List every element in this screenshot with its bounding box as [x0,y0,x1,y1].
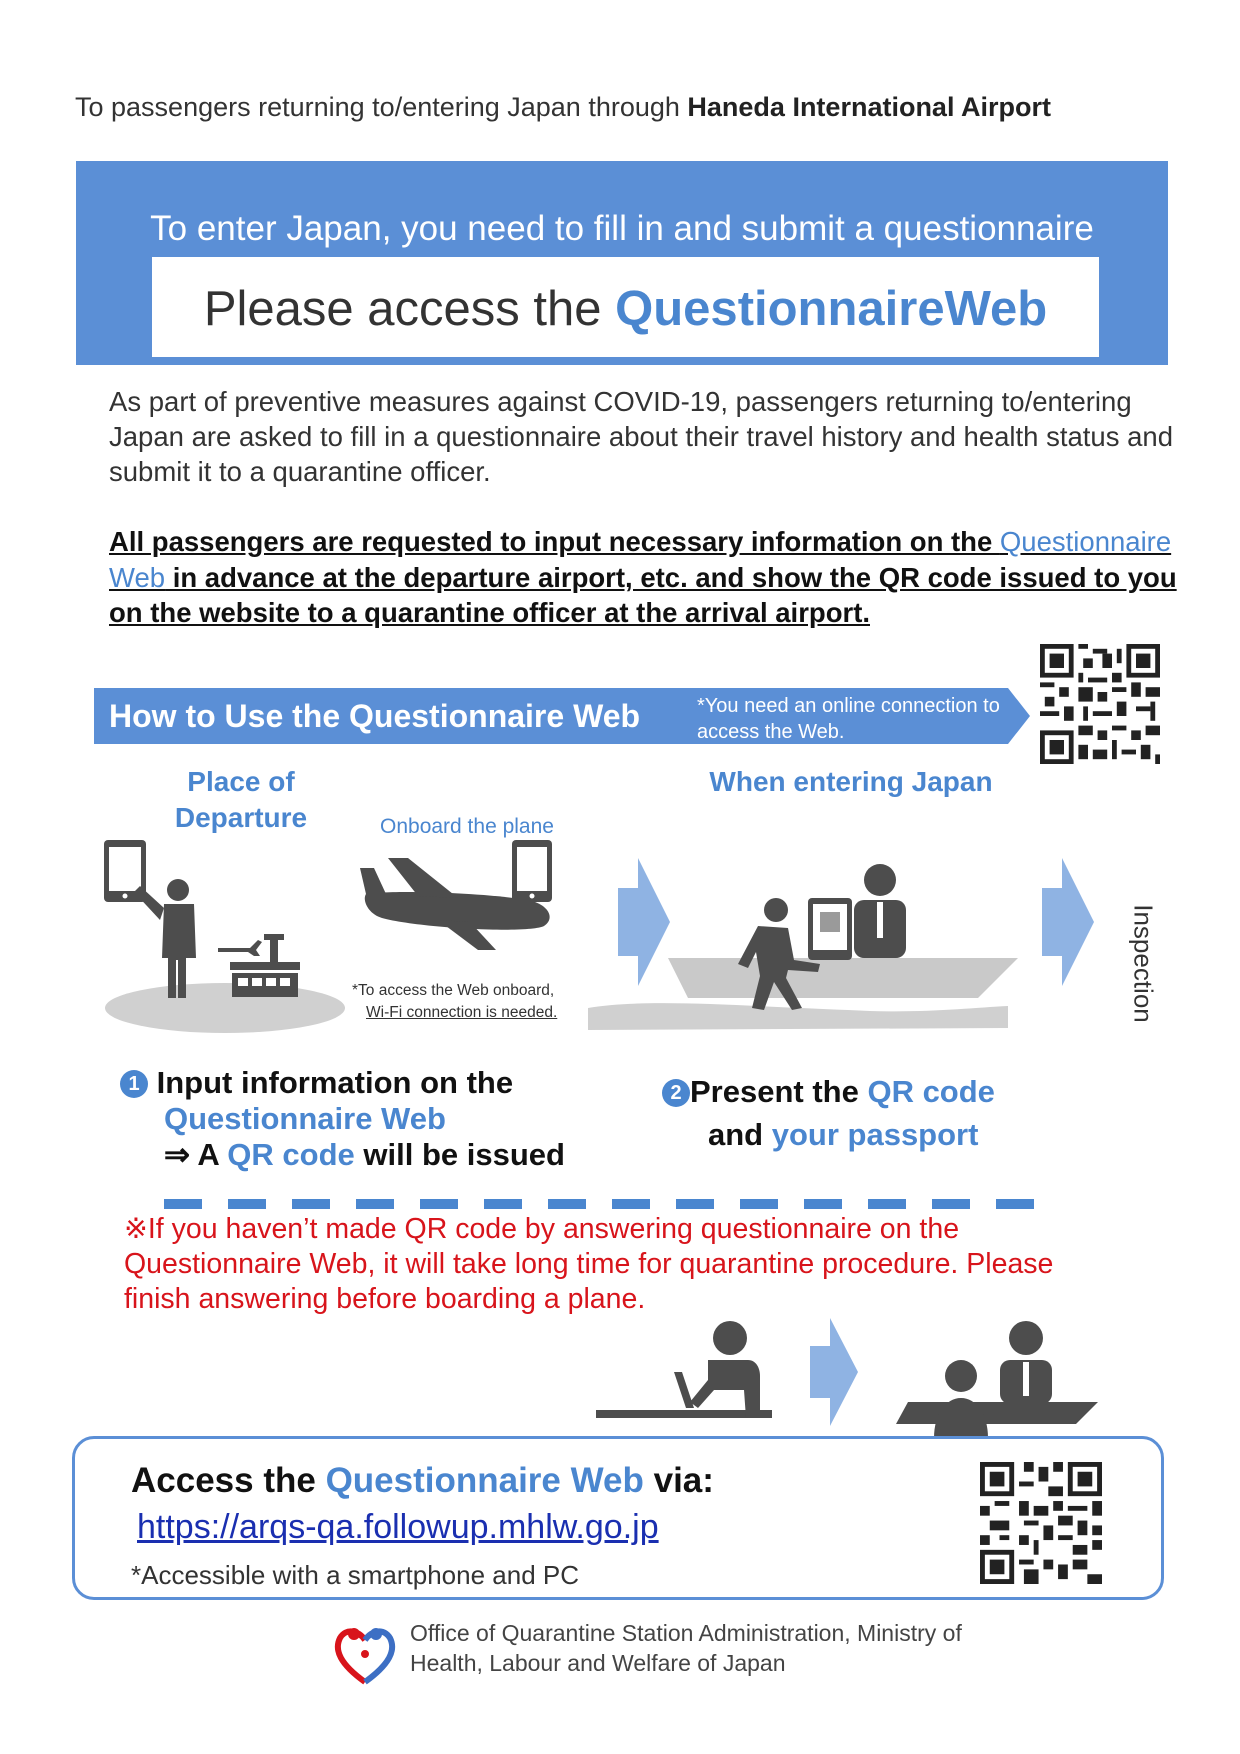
howto-title: How to Use the Questionnaire Web [109,698,641,734]
step-1-number: 1 [120,1070,148,1098]
arrow-right-icon [810,1318,858,1426]
intro-paragraph: As part of preventive measures against COVID-19, passengers returning to/entering Japan are asked to fill in a questionnaire about their travel history and health status and submit it to a quarantine officer. [109,386,1174,487]
banner [76,161,1168,365]
step-2-line1 [662,1070,1062,1113]
airplane-scene [358,838,563,958]
step-1-line3 [120,1137,640,1173]
person-icon [854,864,906,958]
howto-note: *You need an online connection to access the Web. [697,695,1000,743]
access-web: Questionnaire Web [325,1461,644,1500]
step-1-arrow: ⇒ A [164,1137,228,1172]
step-1-questionnaire-web: Questionnaire Web [164,1101,446,1136]
banner-box-highlight[interactable]: QuestionnaireWeb [615,282,1048,336]
top-note [75,92,1051,123]
wifi-note-line1: To access the Web onboard, [358,982,555,999]
person-icon [934,1360,988,1438]
top-note-prefix: To passengers returning to/entering Japan through [75,92,688,122]
wifi-note-star: * [352,982,359,999]
person-icon [134,879,196,998]
step-1-tail: will be issued [354,1137,565,1172]
access-url-link[interactable]: https://arqs-qa.followup.mhlw.go.jp [137,1508,659,1546]
departure-heading: Place of Departure [174,766,308,833]
banner-box [152,257,1099,357]
mhlw-logo-icon [330,1620,400,1686]
airport-name: Haneda International Airport [687,92,1051,122]
access-note: *Accessible with a smartphone and PC [131,1560,580,1590]
onboard-label: Onboard the plane [380,815,554,838]
step-2-qr: QR code [867,1074,995,1109]
questionnaire-web-link[interactable]: Questionnaire Web [109,526,1172,593]
step-2-pre: Present the [690,1074,868,1109]
request-part1: All passengers are requested to input necessary information on the [109,526,1000,557]
qr-code-icon[interactable] [980,1462,1102,1584]
tablet-icon [512,840,552,902]
qr-code-icon[interactable] [1040,644,1160,764]
step-2-number: 2 [662,1079,690,1107]
wifi-note-line2: Wi-Fi connection is needed. [366,1004,558,1021]
access-heading [131,1461,714,1501]
banner-title: To enter Japan, you need to fill in and submit a questionnaire [150,209,1094,248]
step-2 [662,1070,1062,1156]
departure-scene [100,838,350,1038]
person-icon [1000,1321,1052,1404]
step-1-line1 [120,1065,640,1101]
step-1-text1: Input information on the [156,1065,514,1100]
arrival-scene [588,858,1028,1038]
banner-box-prefix: Please access the [203,282,616,336]
footer-text: Office of Quarantine Station Administration, Ministry of Health, Labour and Welfare of Japan [410,1620,962,1676]
step-1-qr: QR code [227,1137,355,1172]
request-part2: in advance at the departure airport, etc. and show the QR code issued to you on the website to a quarantine officer at the arrival airport. [109,561,1177,628]
entering-heading: When entering Japan [709,766,993,797]
step-2-line2 [662,1113,1062,1156]
warning-text: ※If you haven’t made QR code by answering questionnaire on the Questionnaire Web, it will take long time for quarantine procedure. Please finish answering before boarding a plane. [124,1213,1054,1315]
wifi-note [352,980,557,1024]
step-2-and: and [708,1117,772,1152]
access-pre: Access the [131,1461,326,1500]
tablet-icon [808,898,852,960]
step-2-passport: your passport [771,1117,979,1152]
person-icon [690,1321,760,1418]
late-answer-scene [596,1318,1106,1442]
inspection-label [1120,900,1160,1030]
inspection-text: Inspection [1128,904,1159,1023]
dashed-divider [164,1198,1048,1210]
arrow-right-icon [1042,858,1094,986]
step-1 [120,1065,640,1173]
banner-box-text [152,281,1099,337]
access-post: via: [643,1461,714,1500]
request-paragraph [109,524,1189,631]
